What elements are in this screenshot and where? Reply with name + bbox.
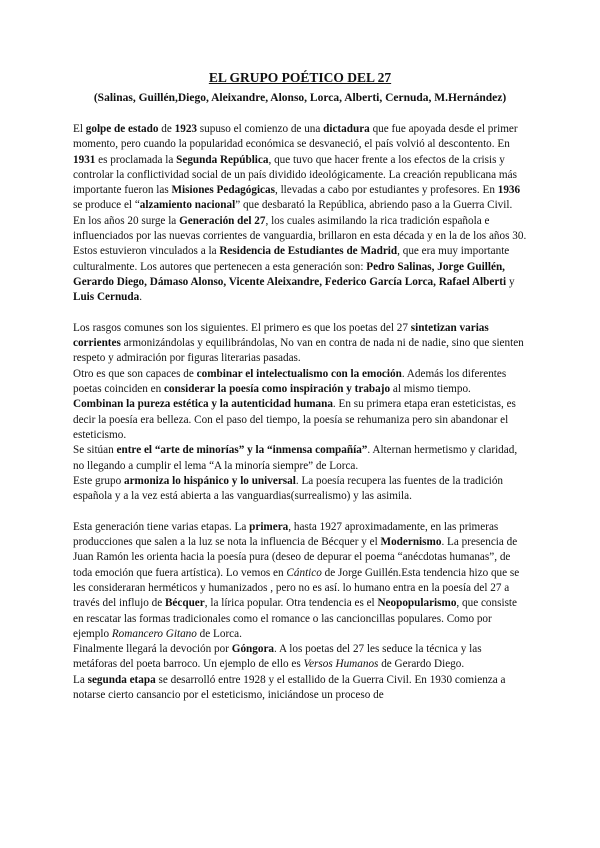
- text-run: de Gerardo Diego.: [378, 658, 465, 671]
- bold-text: golpe de estado: [85, 123, 159, 135]
- text-run: . La presencia de Juan Ramón les orienta hacia la poesía pura (deseo de depurar el poema “anécdotas humanas”, de toda emoción que fuera artística). Lo vemos en: [73, 536, 518, 579]
- bold-text: Segunda República: [176, 153, 269, 166]
- bold-text: segunda etapa: [87, 673, 156, 686]
- paragraph-spacer: [73, 504, 528, 519]
- bold-text: combinar el intelectualismo con la emoción: [196, 367, 402, 380]
- bold-text: Pedro Salinas, Jorge Guillén, Gerardo Diego, Dámaso Alonso, Vicente Aleixandre, Federico García Lorca, Rafael Alberti: [73, 260, 507, 288]
- text-run: . A los poetas del 27 les seduce la técnica y las metáforas del poeta barroco. Un ejemplo de ello es: [73, 643, 482, 671]
- bold-text: Combinan la pureza estética y la autenticidad humana: [73, 398, 333, 411]
- text-run: de: [158, 123, 175, 135]
- paragraph: [73, 397, 528, 443]
- document-title: EL GRUPO POÉTICO DEL 27: [208, 70, 392, 85]
- bold-text: dictadura: [323, 123, 370, 135]
- bold-text: Residencia de Estudiantes de Madrid: [219, 245, 398, 258]
- text-run: , hasta 1927 aproximadamente, en las primeras producciones que salen a la luz se nota la influencia de Bécquer y el: [73, 520, 499, 549]
- text-run: es proclamada la: [95, 153, 177, 166]
- text-run: ” que desbarató la República, abriendo paso a la Guerra Civil.: [235, 199, 513, 212]
- text-run: y: [506, 275, 515, 288]
- text-run: .: [139, 291, 143, 304]
- italic-text: Romancero Gitano: [111, 627, 197, 640]
- text-run: al mismo tiempo.: [390, 383, 471, 396]
- paragraph: [73, 443, 528, 474]
- text-run: Esta generación tiene varias etapas. La: [73, 520, 250, 533]
- paragraph: [73, 642, 528, 673]
- text-run: , que tuvo que hacer frente a los efectos de la crisis y controlar la conflictividad social de un país dividido ideológicamente. La creación republicana más importante fueron las: [73, 153, 517, 197]
- text-run: , la lírica popular. Otra tendencia es el: [204, 597, 378, 610]
- bold-text: Neopopularismo: [377, 597, 457, 610]
- text-run: En los años 20 surge la: [73, 214, 180, 227]
- bold-text: Bécquer: [164, 597, 205, 610]
- paragraph: [73, 520, 528, 642]
- bold-text: primera: [249, 520, 289, 533]
- paragraph: [73, 673, 528, 704]
- bold-text: 1936: [497, 184, 521, 197]
- bold-text: Generación del 27: [179, 214, 266, 227]
- bold-text: considerar la poesía como inspiración y trabajo: [164, 383, 391, 396]
- text-run: , que era muy importante culturalmente. Los autores que pertenecen a esta generación son:: [73, 245, 510, 273]
- bold-text: Misiones Pedagógicas: [171, 184, 275, 197]
- italic-text: Versos Humanos: [303, 658, 379, 671]
- text-run: El: [73, 123, 86, 135]
- text-run: , llevadas a cabo por estudiantes y profesores. En: [274, 184, 498, 197]
- document-body: [73, 122, 528, 703]
- paragraph: [73, 321, 528, 367]
- document-subtitle: (Salinas, Guillén,Diego, Aleixandre, Alonso, Lorca, Alberti, Cernuda, M.Hernández): [93, 92, 507, 104]
- bold-text: entre el “arte de minorías” y la “inmensa compañía”: [116, 444, 368, 457]
- bold-text: 1923: [174, 123, 197, 135]
- text-run: Se sitúan: [73, 444, 117, 457]
- text-run: armonizándolas y equilibrándolas, No van en contra de nada ni de nadie, sino que sienten respeto y admiración por figuras literarias pasadas.: [73, 337, 524, 365]
- text-run: que fue apoyada desde el primer momento, pero cuando la popularidad económica se desvaneció, el país volvió al descontento. En: [73, 123, 518, 151]
- text-run: . La poesía recupera las fuentes de la tradición española y a la vez está abierta a las vanguardias(surrealismo) y las asimila.: [73, 474, 504, 503]
- bold-text: 1931: [73, 153, 96, 166]
- text-run: . Alternan hermetismo y claridad, no llegando a cumplir el lema “A la minoría siempre” de Lorca.: [73, 444, 518, 472]
- text-run: La: [73, 673, 88, 686]
- italic-text: Cántico: [286, 566, 322, 579]
- text-run: , los cuales asimilando la rica tradición española e influenciados por las nuevas corrientes de vanguardia, brillaron en esta década y en la de los años 30. Estos estuvieron vinculados a la: [73, 214, 527, 258]
- bold-text: Luis Cernuda: [73, 291, 140, 304]
- text-run: se desarrolló entre 1928 y el estallido de la Guerra Civil. En 1930 comienza a notarse cierto cansancio por el esteticismo, iniciándose un proceso de: [73, 673, 506, 701]
- text-run: Otro es que son capaces de: [73, 367, 197, 380]
- paragraph: [73, 122, 528, 214]
- paragraph: [73, 214, 528, 306]
- paragraph: [73, 474, 528, 505]
- text-run: Finalmente llegará la devoción por: [73, 643, 232, 656]
- paragraph-spacer: [73, 306, 528, 321]
- bold-text: armoniza lo hispánico y lo universal: [123, 474, 296, 487]
- text-run: . Además los diferentes poetas coinciden en: [73, 367, 507, 396]
- text-run: , que consiste en rescatar las formas tradicionales como el romance o las cancioncillas populares. Como por ejemplo: [73, 597, 518, 640]
- bold-text: sintetizan varias corrientes: [73, 321, 489, 350]
- paragraph: [73, 367, 528, 398]
- text-run: de Jorge Guillén.Esta tendencia hizo que se les consideraran herméticos y humanizados , pero no es así. lo humano entra en la poesía del 27 a través del influjo de: [73, 566, 520, 610]
- text-run: . En su primera etapa eran esteticistas, es decir la poesía era belleza. Con el paso del tiempo, la poesía se rehumaniza pero sin abandonar el esteticismo.: [73, 398, 516, 441]
- bold-text: Modernismo: [380, 536, 442, 549]
- bold-text: Góngora: [231, 643, 275, 656]
- bold-text: alzamiento nacional: [139, 199, 236, 212]
- text-run: Los rasgos comunes son los siguientes. El primero es que los poetas del 27: [73, 321, 411, 334]
- text-run: se produce el “: [73, 199, 140, 212]
- text-run: Este grupo: [73, 474, 124, 487]
- text-run: de Lorca.: [196, 627, 242, 640]
- text-run: supuso el comienzo de una: [197, 123, 324, 135]
